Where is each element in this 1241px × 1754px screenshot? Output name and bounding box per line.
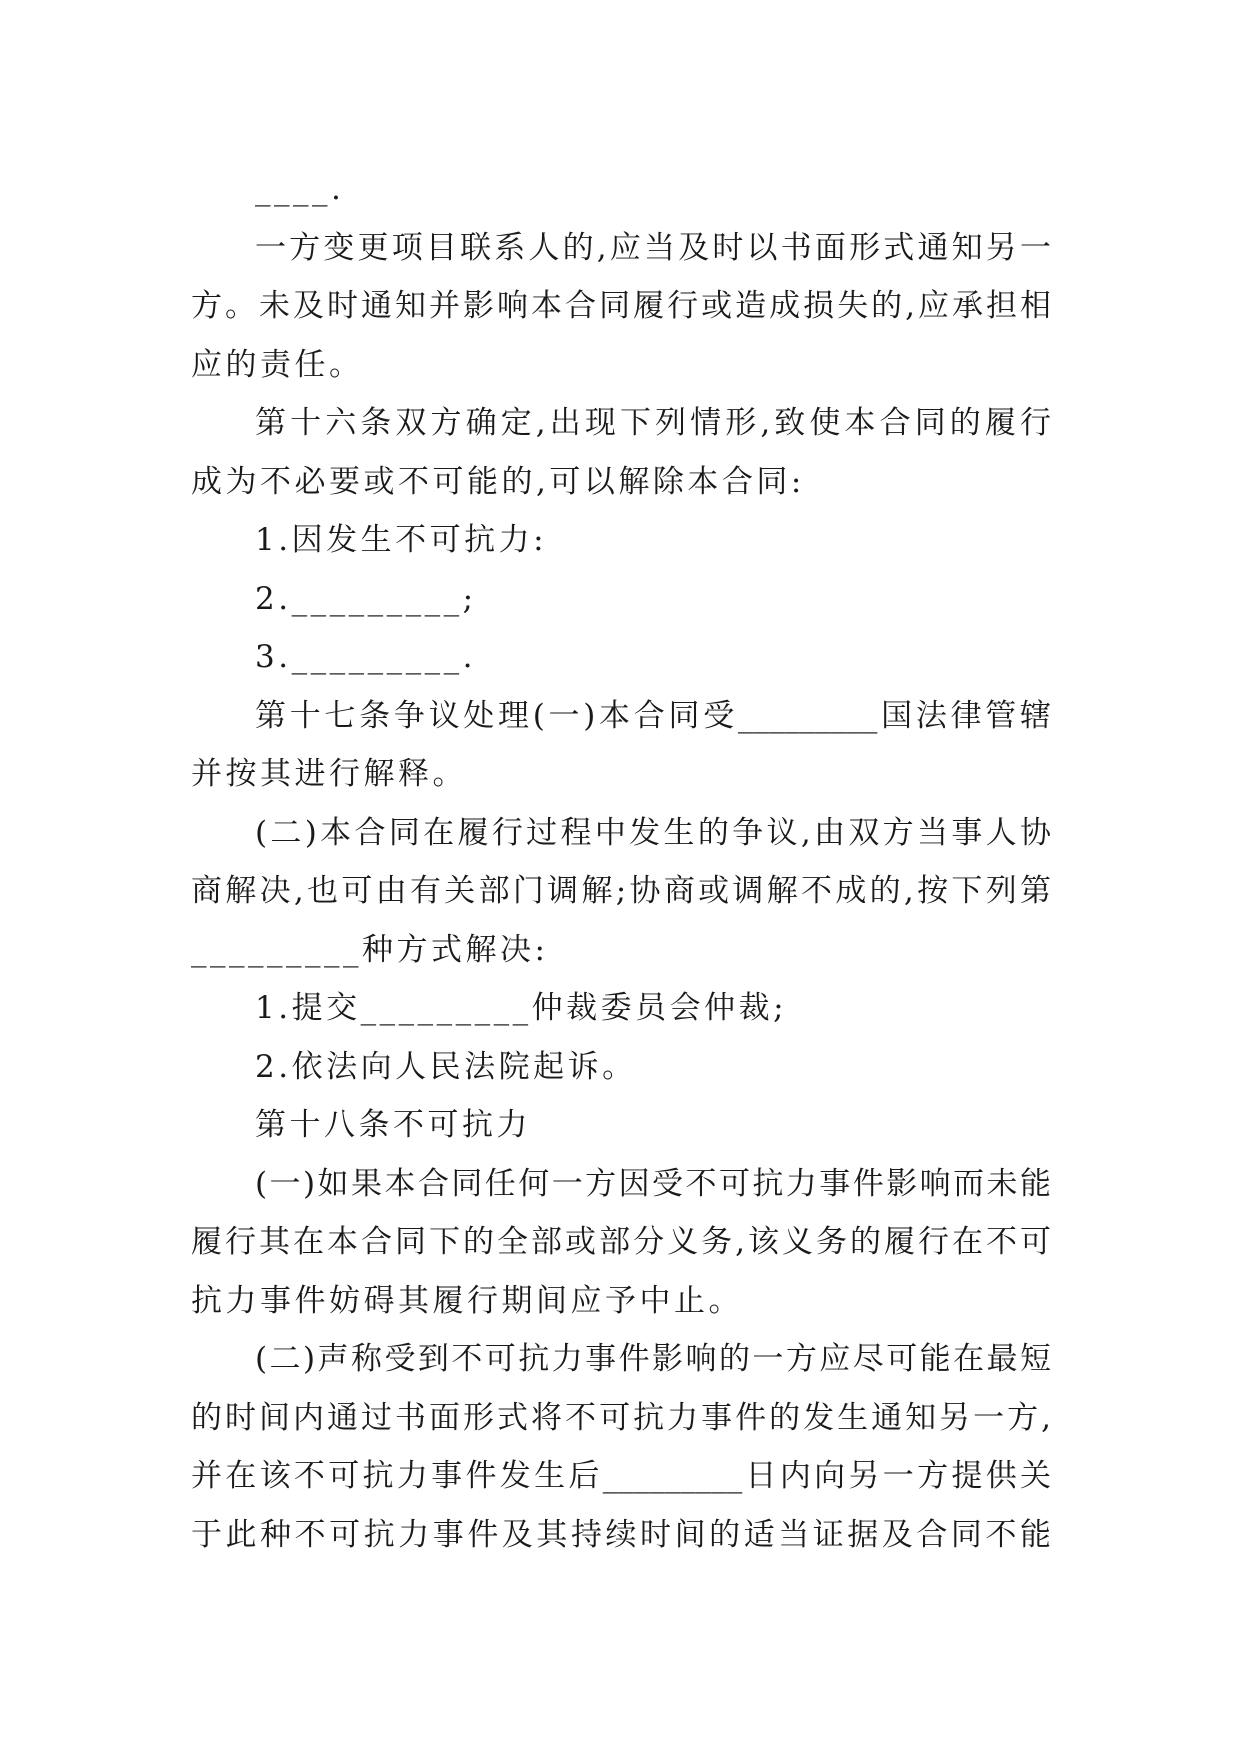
text-line-contact-change-cont: 方。未及时通知并影响本合同履行或造成损失的,应承担相 bbox=[191, 288, 1051, 324]
article-17-heading: 第十七条争议处理(一)本合同受_________国法律管辖 bbox=[255, 697, 1051, 734]
article-18-clause-2-cont-2: 并在该不可抗力事件发生后_________日内向另一方提供关 bbox=[191, 1458, 1051, 1494]
article-17-clause-2: (二)本合同在履行过程中发生的争议,由双方当事人协 bbox=[255, 814, 1051, 851]
article-17-clause-2-cont: 商解决,也可由有关部门调解;协商或调解不成的,按下列第 bbox=[191, 873, 1051, 909]
article-16-item-2: 2._________; bbox=[255, 580, 477, 617]
article-18-clause-2: (二)声称受到不可抗力事件影响的一方应尽可能在最短 bbox=[255, 1341, 1051, 1377]
article-18-clause-2-cont-1: 的时间内通过书面形式将不可抗力事件的发生通知另一方, bbox=[191, 1399, 1051, 1436]
article-16-item-1: 1.因发生不可抗力: bbox=[255, 522, 548, 558]
article-16-heading: 第十六条双方确定,出现下列情形,致使本合同的履行 bbox=[255, 405, 1051, 441]
article-18-clause-1-end: 抗力事件妨碍其履行期间应予中止。 bbox=[191, 1282, 743, 1319]
article-18-clause-1-cont: 履行其在本合同下的全部或部分义务,该义务的履行在不可 bbox=[191, 1224, 1051, 1260]
text-line-blank-end: ____. bbox=[255, 171, 345, 207]
article-18-clause-2-cont-3: 于此种不可抗力事件及其持续时间的适当证据及合同不能 bbox=[191, 1516, 1051, 1553]
article-18-heading: 第十八条不可抗力 bbox=[255, 1107, 531, 1143]
article-16-item-3: 3._________. bbox=[255, 639, 476, 675]
article-16-cont: 成为不必要或不可能的,可以解除本合同: bbox=[191, 463, 805, 500]
article-17-option-1: 1.提交_________仲裁委员会仲裁; bbox=[255, 990, 788, 1026]
article-18-clause-1: (一)如果本合同任何一方因受不可抗力事件影响而未能 bbox=[255, 1165, 1051, 1202]
text-line-contact-change-end: 应的责任。 bbox=[191, 346, 364, 383]
contract-text bbox=[191, 160, 1051, 1564]
article-17-cont: 并按其进行解释。 bbox=[191, 756, 467, 792]
article-17-option-2: 2.依法向人民法院起诉。 bbox=[255, 1048, 637, 1085]
text-line-contact-change: 一方变更项目联系人的,应当及时以书面形式通知另一 bbox=[255, 229, 1051, 266]
article-17-clause-2-end: _________种方式解决: bbox=[191, 931, 549, 968]
